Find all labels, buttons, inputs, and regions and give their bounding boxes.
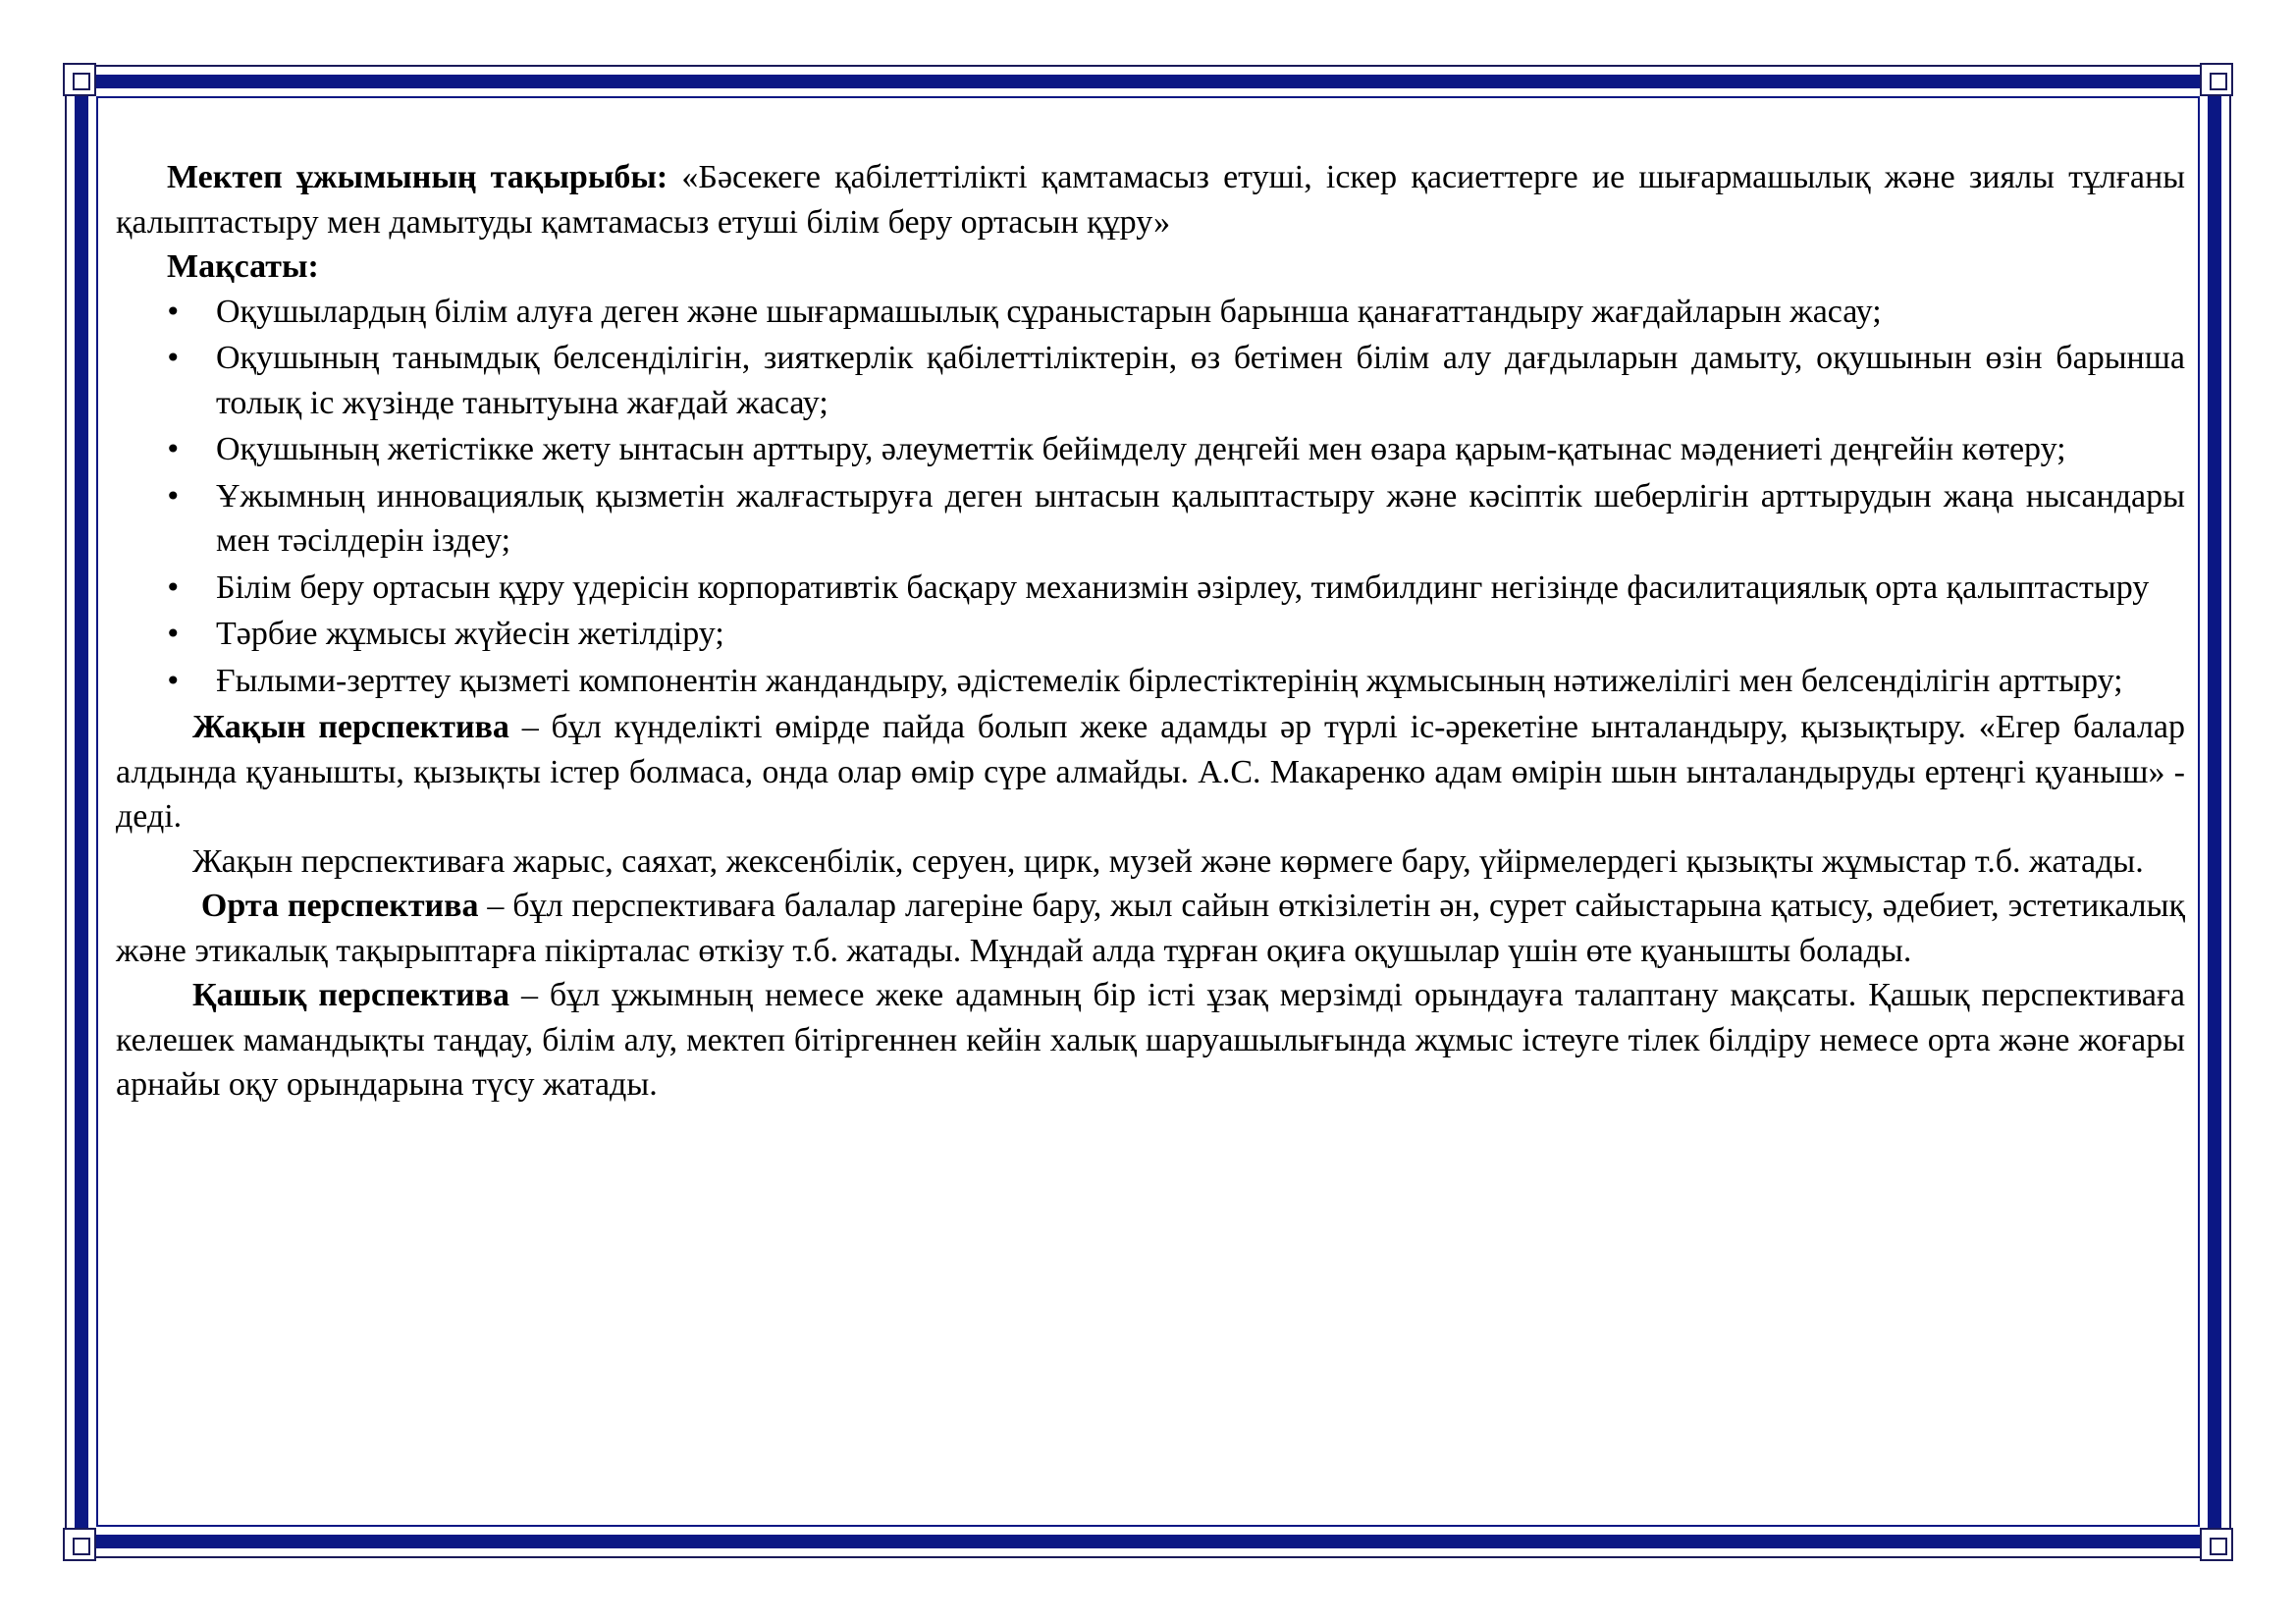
- goals-heading: Мақсаты:: [167, 248, 319, 285]
- middle-perspective-term: Орта перспектива: [200, 888, 479, 924]
- frame-corner-ornament: [63, 63, 96, 96]
- theme-text: «Бәсекеге қабілеттілікті қамтамасыз етуші, іскер қасиеттерге ие шығармашылық және зиялы тұлғаны қалыптастыру мен дамытуды қамтамасыз етуші білім беру ортасын құру»: [116, 159, 2185, 241]
- far-perspective-term: Қашық перспектива: [192, 977, 510, 1013]
- middle-perspective-text: – бұл перспективаға балалар лагеріне бару, жыл сайын өткізілетін ән, сурет сайыстарына қатысу, әдебиет, эстетикалық және этикалық тақырыптарға пікірталас өткізу т.б. жатады. Мұндай алда тұрған оқиға оқушылар үшін өте қуанышты болады.: [116, 888, 2185, 969]
- near-perspective-paragraph: [116, 705, 2185, 839]
- near-perspective-text: – бұл күнделікті өмірде пайда болып жеке адамды әр түрлі іс-әрекетіне ынталандыру, қызықтыру. «Егер балалар алдында қуанышты, қызықты істер болмаса, онда олар өмір сүре алмайды. А.С. Макаренко адам өмірін шын ынталандыруды ертеңгі қуаныш» - деді.: [116, 709, 2185, 835]
- goal-item: • Тәрбие жұмысы жүйесін жетілдіру;: [116, 612, 2185, 657]
- theme-label: Мектеп ұжымының тақырыбы:: [167, 159, 668, 195]
- near-perspective-term: Жақын перспектива: [192, 709, 509, 745]
- document-body: [116, 155, 2185, 1108]
- goal-item: • Оқушылардың білім алуға деген және шығармашылық сұраныстарын барынша қанағаттандыру жағдайларын жасау;: [116, 290, 2185, 335]
- goal-item: • Оқушының танымдық белсенділігін, зияткерлік қабілеттіліктерін, өз бетімен білім алу дағдыларын дамыту, оқушынын өзін барынша толық іс жүзінде танытуына жағдай жасау;: [116, 336, 2185, 425]
- near-perspective-examples: Жақын перспективаға жарыс, саяхат, жексенбілік, серуен, цирк, музей және көрмеге бару, үйірмелердегі қызықты жұмыстар т.б. жатады.: [192, 842, 2144, 880]
- goal-item: • Оқушының жетістікке жету ынтасын арттыру, әлеуметтік бейімделу деңгейі мен өзара қарым-қатынас мәдениеті деңгейін көтеру;: [116, 427, 2185, 472]
- goal-item: • Ғылыми-зерттеу қызметі компонентін жандандыру, әдістемелік бірлестіктерінің жұмысының нәтижелілігі мен белсенділігін арттыру;: [116, 659, 2185, 704]
- goals-heading-paragraph: [116, 244, 2185, 290]
- frame-corner-ornament: [2200, 1528, 2233, 1561]
- far-perspective-paragraph: [116, 973, 2185, 1108]
- goal-item: • Білім беру ортасын құру үдерісін корпоративтік басқару механизмін әзірлеу, тимбилдинг негізінде фасилитациялық орта қалыптастыру: [116, 566, 2185, 611]
- middle-perspective-paragraph: [116, 884, 2185, 973]
- far-perspective-text: – бұл ұжымның немесе жеке адамның бір істі ұзақ мерзімді орындауға талаптану мақсаты. Қашық перспективаға келешек мамандықты таңдау, білім алу, мектеп бітіргеннен кейін халық шаруашылығында жұмыс істеуге тілек білдіру немесе орта және жоғары арнайы оқу орындарына түсу жатады.: [116, 977, 2185, 1103]
- frame-corner-ornament: [63, 1528, 96, 1561]
- goals-list: [116, 290, 2185, 704]
- goal-item: • Ұжымның инновациялық қызметін жалғастыруға деген ынтасын қалыптастыру және кәсіптік шеберлігін арттырудын жаңа нысандары мен тәсілдерін іздеу;: [116, 474, 2185, 564]
- theme-paragraph: [116, 155, 2185, 244]
- frame-corner-ornament: [2200, 63, 2233, 96]
